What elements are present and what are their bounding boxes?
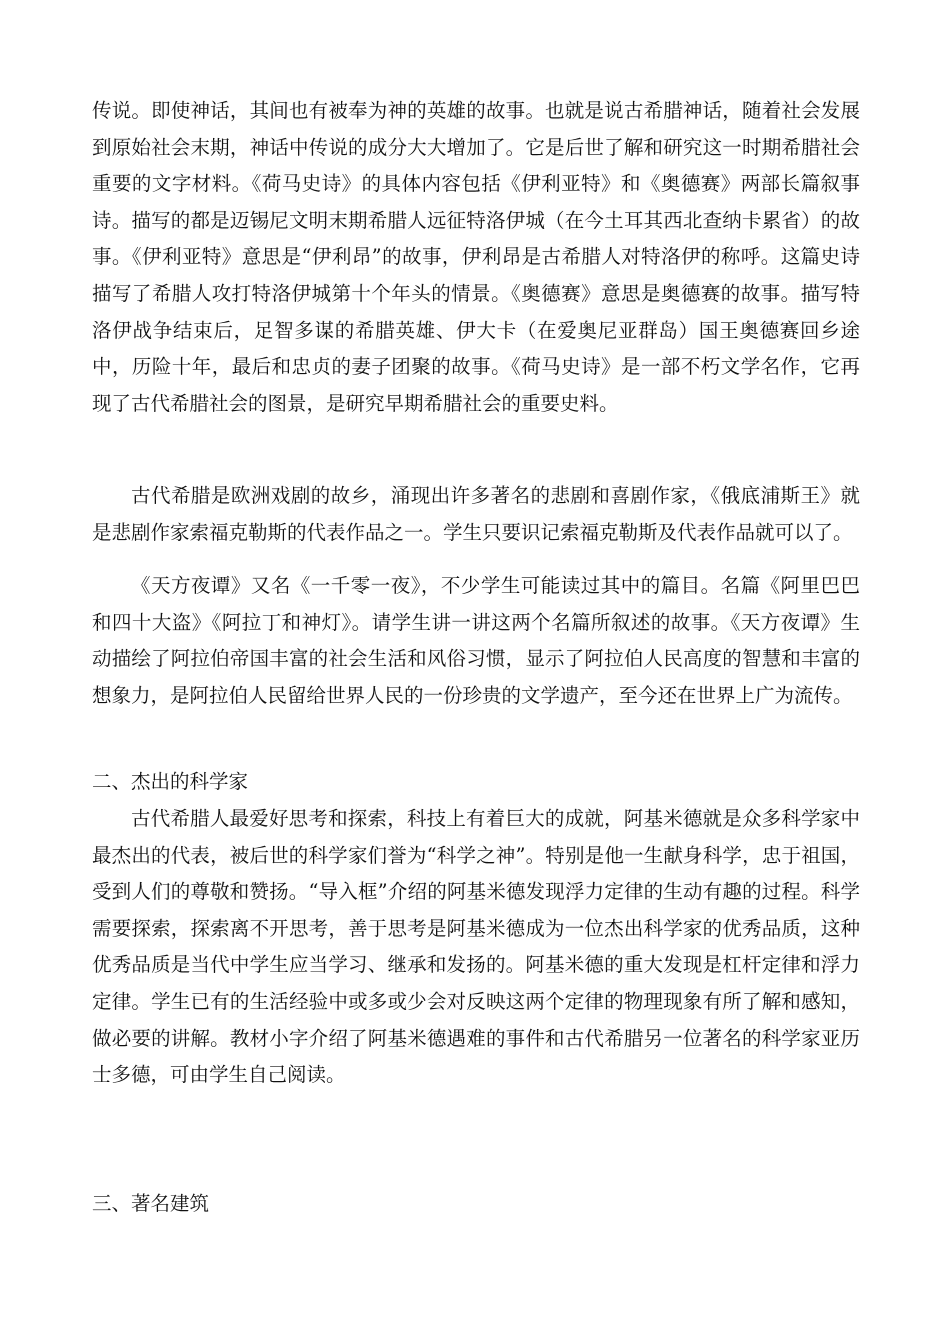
paragraph-archimedes: 古代希腊人最爱好思考和探索，科技上有着巨大的成就，阿基米德就是众多科学家中最杰出的代表，被后世的科学家们誉为“科学之神”。特别是他一生献身科学，忠于祖国，受到人们的尊敬和赞扬。“导入框”介绍的阿基米德发现浮力定律的生动有趣的过程。科学需要探索，探索离不开思考，善于思考是阿基米德成为一位杰出科学家的优秀品质，这种优秀品质是当代中学生应当学习、继承和发扬的。阿基米德的重大发现是杠杆定律和浮力定律。学生已有的生活经验中或多或少会对反映这两个定律的物理现象有所了解和感知，做必要的讲解。教材小字介绍了阿基米德遇难的事件和古代希腊另一位著名的科学家亚历士多德，可由学生自己阅读。	[92, 807, 860, 1087]
paragraph-homer-epics: 传说。即使神话，其间也有被奉为神的英雄的故事。也就是说古希腊神话，随着社会发展到原始社会末期，神话中传说的成分大大增加了。它是后世了解和研究这一时期希腊社会重要的文字材料。《荷马史诗》的具体内容包括《伊利亚特》和《奥德赛》两部长篇叙事诗。描写的都是迈锡尼文明末期希腊人远征特洛伊城（在今土耳其西北查纳卡累省）的故事。《伊利亚特》意思是“伊利昂”的故事，伊利昂是古希腊人对特洛伊的称呼。这篇史诗描写了希腊人攻打特洛伊城第十个年头的情景。《奥德赛》意思是奥德赛的故事。描写特洛伊战争结束后，足智多谋的希腊英雄、伊大卡（在爱奥尼亚群岛）国王奥德赛回乡途中，历险十年，最后和忠贞的妻子团聚的故事。《荷马史诗》是一部不朽文学名作，它再现了古代希腊社会的图景，是研究早期希腊社会的重要史料。	[92, 99, 860, 415]
paragraph-greek-drama: 古代希腊是欧洲戏剧的故乡，涌现出许多著名的悲剧和喜剧作家，《俄底浦斯王》就是悲剧作家索福克勒斯的代表作品之一。学生只要识记索福克勒斯及代表作品就可以了。	[92, 484, 860, 544]
section-heading-architecture: 三、著名建筑	[92, 1192, 210, 1215]
paragraph-arabian-nights: 《天方夜谭》又名《一千零一夜》，不少学生可能读过其中的篇目。名篇《阿里巴巴和四十大盗》《阿拉丁和神灯》。请学生讲一讲这两个名篇所叙述的故事。《天方夜谭》生动描绘了阿拉伯帝国丰富的社会生活和风俗习惯，显示了阿拉伯人民高度的智慧和丰富的想象力，是阿拉伯人民留给世界人民的一份珍贵的文学遗产，至今还在世界上广为流传。	[92, 574, 860, 707]
section-heading-scientists: 二、杰出的科学家	[92, 770, 249, 793]
